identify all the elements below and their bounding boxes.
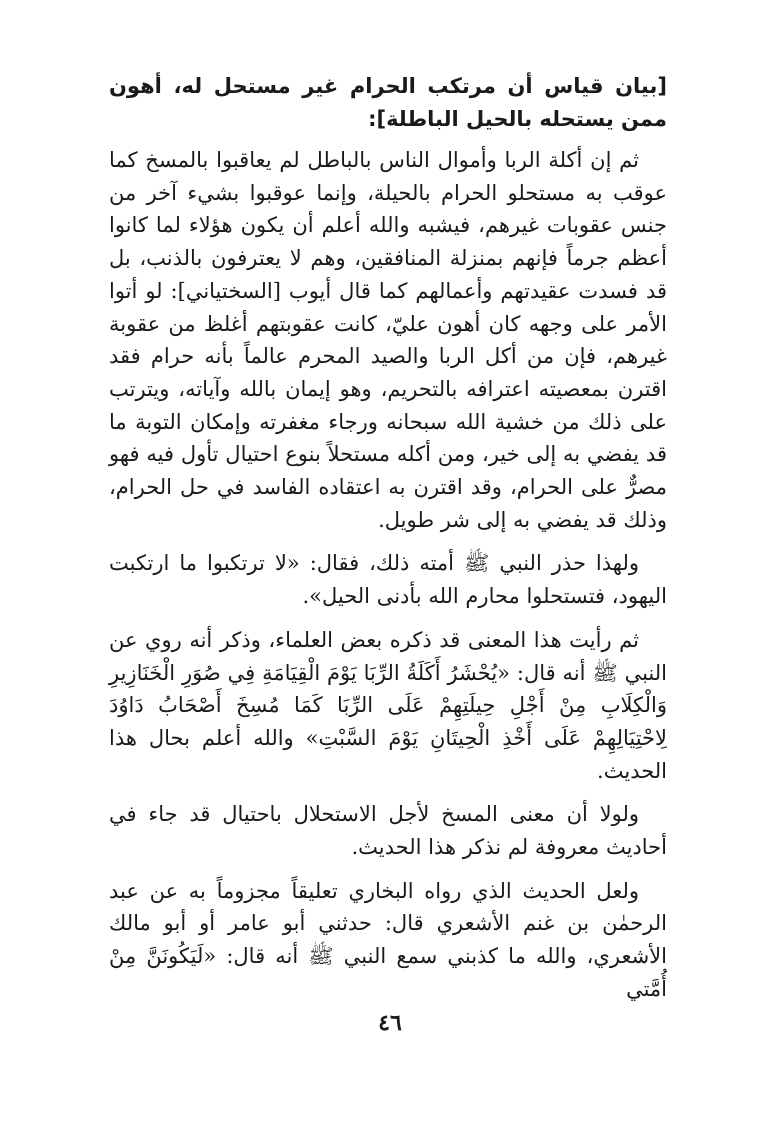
section-heading: [بيان قياس أن مرتكب الحرام غير مستحل له، أهون ممن يستحله بالحيل الباطلة]: [109,74,667,131]
paragraph-2: ولهذا حذر النبي ﷺ أمته ذلك، فقال: «لا ترتكبوا ما ارتكبت اليهود، فتستحلوا محارم الله بأدنى الحيل». [109,551,667,609]
paragraph-1: ثم إن أكلة الربا وأموال الناس بالباطل لم يعاقبوا بالمسخ كما عوقب به مستحلو الحرام بالحيلة، وإنما عوقبوا بشيء آخر من جنس عقوبات غيرهم، فيشبه والله أعلم أن يكون هؤلاء لما كانوا أعظم جرماً فإنهم بمنزلة المنافقين، وهم لا يعترفون بالذنب، بل قد فسدت عقيدتهم وأعمالهم كما قال أيوب [السختياني]: لو أتوا الأمر على وجهه كان أهون عليّ، كانت عقوبتهم أغلظ من عقوبة غيرهم، فإن من أكل الربا والصيد المحرم عالماً بأنه حرام فقد اقترن بمعصيته اعترافه بالتحريم، وهو إيمان بالله وآياته، ويترتب على ذلك من خشية الله سبحانه ورجاء مغفرته وإمكان التوبة ما قد يفضي به إلى خير، ومن أكله مستحلاً بنوع احتيال تأول فيه فهو مصرٌّ على الحرام، وقد اقترن به اعتقاده الفاسد في حل الحرام، وذلك قد يفضي به إلى شر طويل. [109,148,667,532]
paragraph-3: ثم رأيت هذا المعنى قد ذكره بعض العلماء، وذكر أنه روي عن النبي ﷺ أنه قال: «يُحْشَرُ أَكَلَةُ الرِّبَا يَوْمَ الْقِيَامَةِ فِي صُوَرِ الْخَنَازِيرِ وَالْكِلَابِ مِنْ أَجْلِ حِيلَتِهِمْ عَلَى الرِّبَا كَمَا مُسِخَ أَصْحَابُ دَاوُدَ لِاحْتِيَالِهِمْ عَلَى أَخْذِ الْحِيتَانِ يَوْمَ السَّبْتِ» والله أعلم بحال هذا الحديث. [109,627,667,783]
page-number: ٤٦ [378,1010,402,1036]
paragraph-4: ولولا أن معنى المسخ لأجل الاستحلال باحتيال قد جاء في أحاديث معروفة لم نذكر هذا الحديث. [109,802,667,860]
paragraph-5: ولعل الحديث الذي رواه البخاري تعليقاً مجزوماً به عن عبد الرحمٰن بن غنم الأشعري قال: حدثني أبو عامر أو أبو مالك الأشعري، والله ما كذبني سمع النبي ﷺ أنه قال: «لَيَكُونَنَّ مِنْ أُمَّتي [109,878,667,1001]
